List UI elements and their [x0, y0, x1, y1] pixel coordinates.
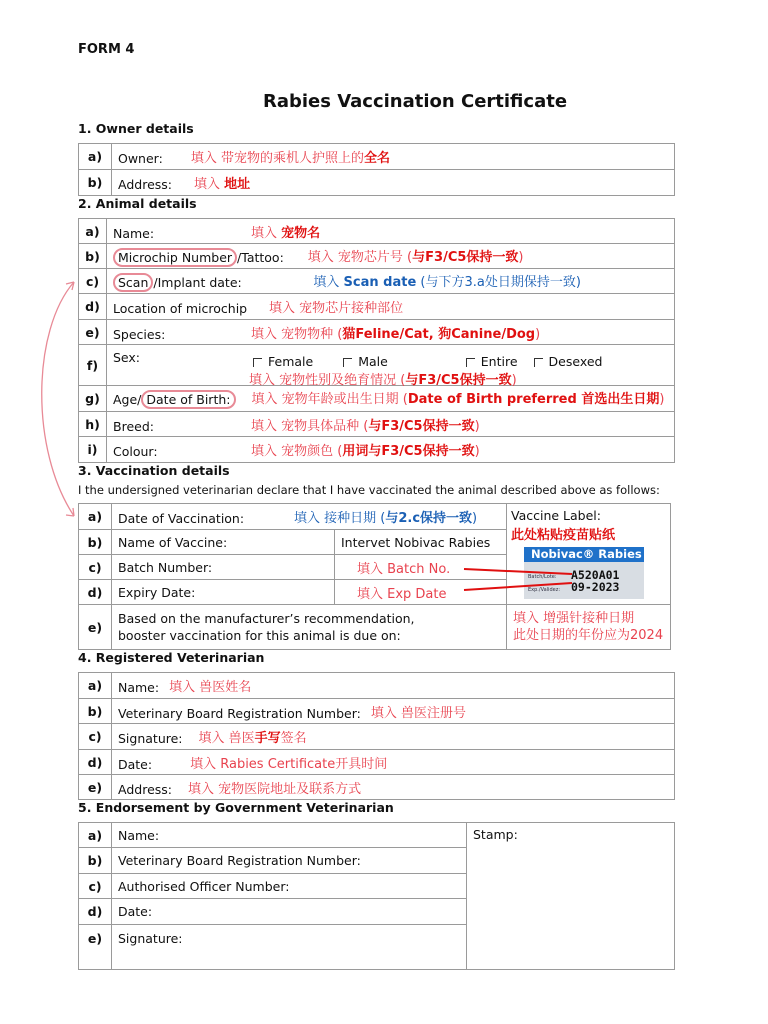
vet-row-date: [79, 750, 675, 775]
field-label: Age/: [113, 392, 142, 407]
field-label: Signature:: [118, 731, 183, 746]
scan-label-circled: Scan: [113, 273, 153, 292]
fill-hint-end: ): [474, 418, 480, 434]
owner-field[interactable]: [112, 144, 675, 170]
animal-row-scan-date: [79, 269, 675, 294]
fill-hint: 填入 宠物芯片号 (: [307, 249, 413, 265]
option-entire: Entire: [480, 354, 518, 369]
dob-label-circled: Date of Birth:: [141, 390, 235, 409]
row-letter: a): [79, 823, 112, 848]
fill-hint-bold: Scan date: [343, 274, 417, 290]
vet-address-field[interactable]: [112, 775, 675, 800]
fill-hint-bold: 全名: [363, 151, 390, 166]
field-label: Date of Vaccination:: [118, 511, 245, 526]
fill-hint: 填入 兽医注册号: [370, 705, 466, 721]
microchip-field[interactable]: [107, 244, 675, 269]
sticker-batch-value: A520A01: [571, 568, 620, 582]
field-label: Location of microchip: [113, 301, 248, 316]
field-label: Address:: [118, 781, 172, 797]
stamp-label: Stamp:: [473, 827, 518, 842]
fill-hint: 填入: [251, 225, 282, 241]
fill-hint: 填入 宠物年龄或出生日期 (: [251, 392, 408, 407]
gov-name-field[interactable]: Name:: [112, 823, 467, 848]
row-letter: a): [79, 144, 112, 170]
animal-table: [78, 218, 675, 463]
sticker-exp-caption: Exp./Validez:: [528, 587, 560, 593]
fill-hint-bold: 宠物名: [281, 225, 321, 241]
field-label: Veterinary Board Registration Number:: [118, 705, 361, 721]
row-letter: b): [79, 244, 107, 269]
row-letter: a): [79, 673, 112, 699]
fill-hint: 填入 宠物芯片接种部位: [269, 301, 404, 316]
animal-row-species: [79, 320, 675, 345]
field-label: Name of Vaccine:: [112, 530, 335, 555]
vet-signature-field[interactable]: [112, 724, 675, 750]
row-letter: c): [79, 874, 112, 899]
colour-field[interactable]: [107, 437, 675, 463]
fill-hint: 此处日期的年份应为2024: [513, 628, 664, 643]
animal-row-microchip-location: [79, 294, 675, 320]
gov-date-field[interactable]: Date:: [112, 899, 467, 925]
animal-row-breed: [79, 412, 675, 437]
fill-hint-end: ): [659, 392, 665, 407]
certificate-title: Rabies Vaccination Certificate: [262, 91, 568, 112]
row-letter: b): [79, 848, 112, 874]
fill-hint: 填入 兽医: [198, 731, 255, 746]
fill-hint-end: ): [472, 511, 478, 526]
pointer-lines-icon: [460, 560, 580, 600]
fill-hint: 填入 Exp Date: [357, 586, 447, 602]
row-letter: d): [79, 899, 112, 925]
checkbox-entire[interactable]: [466, 358, 475, 367]
form-number: FORM 4: [78, 42, 135, 57]
row-letter: b): [79, 530, 112, 555]
sticker-exp-value: 09-2023: [571, 580, 620, 594]
vet-row-registration: [79, 699, 675, 724]
field-label: /Implant date:: [153, 274, 242, 290]
vet-table: [78, 672, 675, 800]
field-label: /Tattoo:: [237, 249, 284, 265]
microchip-location-field[interactable]: [107, 294, 675, 320]
row-letter: c): [79, 555, 112, 580]
fill-hint: 填入 宠物物种 (: [251, 326, 343, 342]
checkbox-male[interactable]: [343, 358, 352, 367]
fill-hint-end: (与下方3.a处日期保持一致): [416, 274, 581, 290]
field-label: Owner:: [118, 151, 163, 166]
row-letter: e): [79, 775, 112, 800]
fill-hint: 填入 接种日期 (: [294, 511, 386, 526]
dob-field[interactable]: [107, 386, 675, 412]
declaration-text: I the undersigned veterinarian declare that I have vaccinated the animal described above as follows:: [78, 483, 660, 497]
row-letter: c): [79, 724, 112, 750]
fill-hint: 填入 宠物颜色 (: [251, 444, 343, 459]
field-label: Address:: [118, 177, 172, 192]
owner-table: [78, 143, 675, 196]
fill-hint-bold: 地址: [224, 177, 251, 192]
field-label: Batch Number:: [112, 555, 335, 580]
animal-row-age: [79, 386, 675, 412]
vacc-row-date: [79, 504, 671, 530]
fill-hint-bold: 与F3/C5保持一致: [412, 249, 519, 265]
option-desexed: Desexed: [548, 354, 603, 369]
owner-row-address: [79, 170, 675, 196]
fill-hint-bold: 与2.c保持一致: [385, 511, 473, 526]
species-field[interactable]: [107, 320, 675, 345]
option-male: Male: [358, 354, 388, 369]
section-animal-heading: 2. Animal details: [78, 196, 197, 211]
sex-options: [253, 354, 602, 369]
vet-row-signature: [79, 724, 675, 750]
pet-name-field[interactable]: [107, 219, 675, 244]
fill-hint: 填入 宠物医院地址及联系方式: [188, 781, 362, 797]
vet-row-address: [79, 775, 675, 800]
fill-hint-bold: Date of Birth preferred 首选出生日期: [407, 392, 660, 407]
fill-hint: 填入 增强针接种日期: [513, 611, 635, 626]
breed-field[interactable]: [107, 412, 675, 437]
fill-hint: 填入 Batch No.: [357, 561, 451, 577]
microchip-label-circled: Microchip Number: [113, 248, 237, 267]
row-letter: c): [79, 269, 107, 294]
vet-date-field[interactable]: [112, 750, 675, 775]
vaccination-date-field[interactable]: [112, 504, 507, 530]
stamp-box[interactable]: [467, 823, 675, 970]
fill-hint-end: ): [474, 444, 480, 459]
row-letter: a): [79, 219, 107, 244]
section-vet-heading: 4. Registered Veterinarian: [78, 650, 265, 665]
fill-hint-bold: 与F3/C5保持一致: [368, 418, 475, 434]
section-owner-heading: 1. Owner details: [78, 121, 194, 136]
row-letter: e): [79, 605, 112, 650]
vaccine-name-value[interactable]: Intervet Nobivac Rabies: [335, 530, 507, 555]
animal-row-microchip: [79, 244, 675, 269]
fill-hint: 填入: [313, 274, 344, 290]
fill-hint-bold: 手写: [254, 731, 281, 746]
row-letter: d): [79, 294, 107, 320]
checkbox-female[interactable]: [253, 358, 262, 367]
row-letter: e): [79, 320, 107, 345]
fill-hint: 填入: [194, 177, 225, 192]
fill-hint-end: ): [518, 249, 524, 265]
row-letter: d): [79, 580, 112, 605]
gov-officer-number-field[interactable]: Authorised Officer Number:: [112, 874, 467, 899]
gov-table: [78, 822, 675, 970]
animal-row-name: [79, 219, 675, 244]
animal-row-colour: [79, 437, 675, 463]
row-letter: b): [79, 699, 112, 724]
vaccine-label-note: 此处粘贴疫苗贴纸: [511, 528, 616, 543]
fill-hint-bold: 猫Feline/Cat, 狗Canine/Dog: [342, 326, 536, 342]
checkbox-desexed[interactable]: [534, 358, 543, 367]
fill-hint-end: 签名: [280, 731, 307, 746]
row-letter: i): [79, 437, 107, 463]
fill-hint: 填入 宠物具体品种 (: [251, 418, 369, 434]
owner-row-name: [79, 144, 675, 170]
sticker-brand: Nobivac® Rabies: [524, 547, 644, 562]
field-label: Expiry Date:: [112, 580, 335, 605]
field-label: Sex:: [113, 350, 141, 365]
scan-date-field[interactable]: [107, 269, 675, 294]
field-label: Name:: [118, 680, 160, 695]
fill-hint: 填入 Rabies Certificate开具时间: [190, 756, 388, 772]
fill-hint: 填入 兽医姓名: [169, 680, 252, 695]
address-field[interactable]: [112, 170, 675, 196]
sex-fill-hint: 填入 宠物性别及绝育情况 (与F3/C5保持一致): [249, 373, 517, 388]
field-label: Date:: [118, 756, 153, 772]
booster-date-field[interactable]: [507, 605, 671, 650]
fill-hint-bold: 用词与F3/C5保持一致: [342, 444, 475, 459]
row-letter: g): [79, 386, 107, 412]
gov-registration-field[interactable]: Veterinary Board Registration Number:: [112, 848, 467, 874]
field-label: Breed:: [113, 418, 154, 434]
row-letter: d): [79, 750, 112, 775]
field-label: Colour:: [113, 444, 158, 459]
row-letter: a): [79, 504, 112, 530]
fill-hint: 填入 带宠物的乘机人护照上的: [190, 151, 364, 166]
booster-label: Based on the manufacturer’s recommendation, booster vaccination for this animal is due on:: [112, 605, 507, 650]
field-label: Name:: [113, 225, 155, 241]
row-letter: h): [79, 412, 107, 437]
gov-row-name: [79, 823, 675, 848]
option-female: Female: [268, 354, 314, 369]
row-letter: b): [79, 170, 112, 196]
vaccine-label-heading: Vaccine Label:: [511, 508, 601, 523]
fill-hint-end: ): [535, 326, 541, 342]
section-vaccination-heading: 3. Vaccination details: [78, 463, 230, 478]
field-label: Species:: [113, 326, 166, 342]
vet-registration-field[interactable]: [112, 699, 675, 724]
row-letter: e): [79, 925, 112, 970]
gov-signature-field[interactable]: Signature:: [112, 925, 467, 970]
vacc-row-booster: [79, 605, 671, 650]
vet-row-name: [79, 673, 675, 699]
section-gov-heading: 5. Endorsement by Government Veterinarian: [78, 800, 394, 815]
vet-name-field[interactable]: [112, 673, 675, 699]
row-letter: f): [79, 345, 107, 386]
sticker-batch-caption: Batch/Lote:: [528, 574, 557, 580]
